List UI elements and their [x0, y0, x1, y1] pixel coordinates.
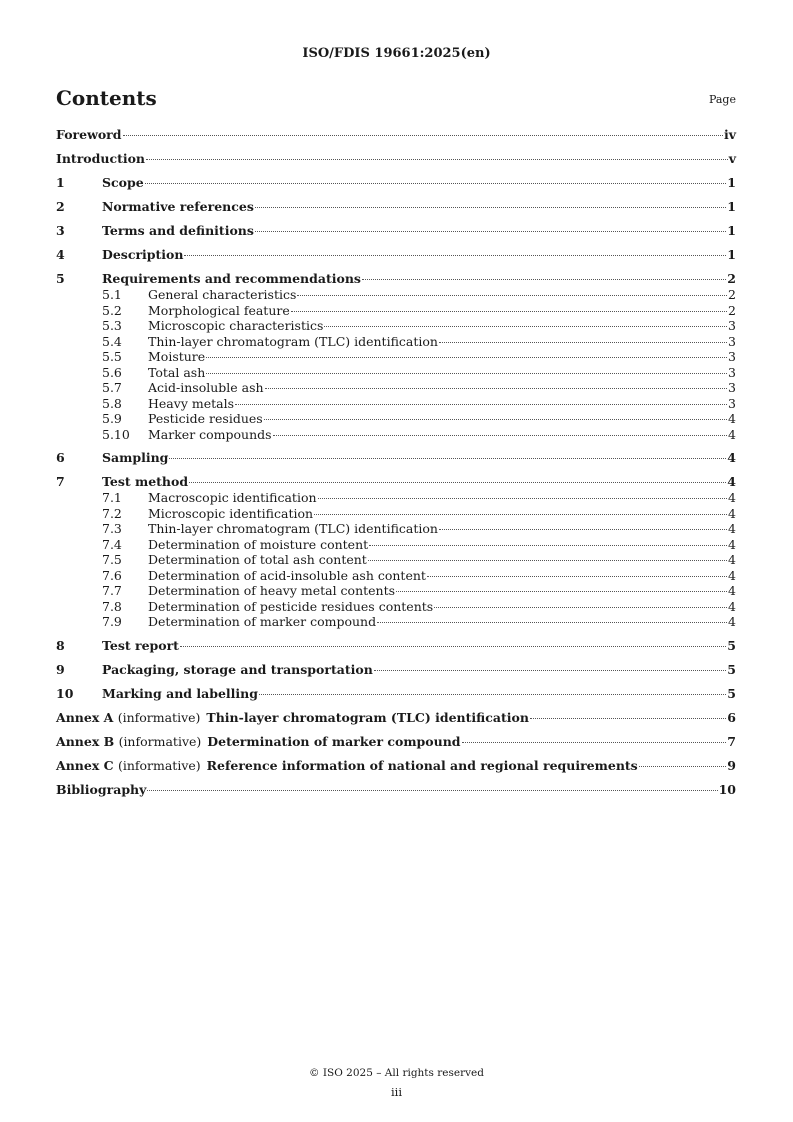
toc-entry-label: Marker compounds	[148, 426, 272, 442]
annex-id: Annex C	[56, 757, 114, 773]
document-code-header: ISO/FDIS 19661:2025(en)	[302, 46, 491, 61]
toc-entry-page: 4	[728, 614, 736, 629]
toc-entry-page: 2	[727, 271, 736, 286]
toc-entry-label: Thin-layer chromatogram (TLC) identification	[148, 333, 438, 349]
toc-entry-number: 7.9	[102, 614, 122, 629]
contents-title: Contents	[56, 86, 157, 110]
toc-entry-number: 8	[56, 637, 65, 653]
toc-subentry[interactable]	[56, 334, 736, 350]
toc-entry-number: 7.2	[102, 505, 122, 521]
dot-leader	[235, 404, 727, 405]
toc-entry-page: 4	[727, 450, 736, 465]
dot-leader	[639, 766, 727, 767]
dot-leader	[368, 560, 727, 561]
toc-entry-label: Determination of marker compound	[148, 614, 377, 629]
toc-entry-label: Pesticide residues	[148, 411, 263, 426]
toc-subentry[interactable]	[56, 303, 736, 319]
annex-title: Determination of marker compound	[207, 733, 461, 749]
dot-leader	[206, 357, 727, 358]
contents-heading-row	[56, 86, 736, 112]
toc-entry-label: Scope	[102, 175, 144, 190]
toc-entry-label: Bibliography	[56, 781, 147, 797]
annex-title: Thin-layer chromatogram (TLC) identification	[206, 709, 529, 725]
toc-subentry[interactable]	[56, 599, 736, 615]
toc-entry-page: 4	[728, 583, 736, 598]
toc-entry-label: Description	[102, 247, 184, 262]
toc-entry-label: Determination of moisture content	[148, 536, 369, 552]
toc-entry-number: 6	[56, 450, 65, 465]
toc-entry-number: 5.1	[102, 287, 122, 302]
toc-entry-page: 5	[727, 685, 736, 701]
toc-entry-label: Determination of pesticide residues contents	[148, 598, 434, 614]
toc-entry-page: 3	[728, 349, 736, 364]
dot-leader	[427, 576, 727, 577]
toc-entry-number: 3	[56, 223, 65, 238]
dot-leader	[146, 159, 728, 160]
dot-leader	[180, 646, 726, 647]
copyright-footer: © ISO 2025 – All rights reserved	[309, 1067, 484, 1079]
toc-entry-number: 5.5	[102, 349, 122, 364]
annex-label	[56, 758, 201, 774]
dot-leader	[377, 622, 727, 623]
toc-entry-number: 7.5	[102, 552, 122, 567]
toc-entry-page: 5	[727, 637, 736, 653]
toc-entry-label: Heavy metals	[148, 395, 234, 411]
toc-subentry[interactable]	[56, 411, 736, 427]
toc-entry-label: Normative references	[102, 199, 254, 214]
toc-entry[interactable]	[56, 247, 736, 263]
toc-entry-number: 5.9	[102, 411, 122, 426]
toc-entry-number: 5.7	[102, 380, 122, 395]
toc-entry-label: Sampling	[102, 450, 169, 465]
toc-entry-number: 5.8	[102, 395, 122, 411]
toc-annex-entry[interactable]	[56, 734, 736, 750]
toc-entry-label: Determination of acid-insoluble ash content	[148, 567, 426, 583]
table-of-contents	[56, 127, 736, 798]
dot-leader	[462, 742, 727, 743]
toc-entry-page: 4	[728, 426, 736, 442]
annex-type: (informative)	[118, 733, 202, 749]
toc-entry-label: Moisture	[148, 349, 206, 364]
toc-annex-entry[interactable]	[56, 758, 736, 774]
toc-entry-label: Introduction	[56, 151, 146, 166]
dot-leader	[123, 135, 723, 136]
toc-entry-label: Determination of heavy metal contents	[148, 583, 396, 598]
toc-entry-page: 4	[728, 598, 736, 614]
toc-entry[interactable]	[56, 223, 736, 239]
toc-subentry[interactable]	[56, 537, 736, 553]
toc-entry-label: Test report	[102, 637, 179, 653]
toc-subentry[interactable]	[56, 396, 736, 412]
toc-entry-page: 4	[728, 411, 736, 426]
toc-subentry[interactable]	[56, 521, 736, 537]
dot-leader	[184, 255, 726, 256]
annex-label	[56, 734, 201, 750]
toc-subentry[interactable]	[56, 614, 736, 630]
toc-entry-page: 4	[728, 521, 736, 536]
toc-subentry[interactable]	[56, 506, 736, 522]
toc-entry-number: 10	[56, 685, 74, 701]
toc-entry-number: 5.10	[102, 426, 130, 442]
toc-entry-number: 7.3	[102, 521, 122, 536]
dot-leader	[297, 295, 727, 296]
toc-entry-page: 6	[727, 709, 736, 725]
toc-subentry[interactable]	[56, 490, 736, 506]
dot-leader	[318, 498, 728, 499]
dot-leader	[439, 529, 727, 530]
toc-entry[interactable]	[56, 199, 736, 215]
toc-entry-label: Acid-insoluble ash	[148, 380, 264, 395]
toc-entry[interactable]	[56, 686, 736, 702]
dot-leader	[374, 670, 727, 671]
toc-entry-number: 7.1	[102, 490, 122, 505]
toc-entry-page: 2	[728, 287, 736, 302]
toc-entry-page: 1	[727, 199, 736, 214]
toc-entry-page: 1	[727, 223, 736, 238]
toc-entry-label: Total ash	[148, 364, 206, 380]
dot-leader	[255, 207, 726, 208]
toc-entry-label: Determination of total ash content	[148, 552, 367, 567]
toc-bibliography-entry[interactable]	[56, 782, 736, 798]
toc-entry-number: 5.2	[102, 302, 122, 318]
toc-entry-page: 4	[728, 490, 736, 505]
toc-entry-page: 4	[727, 474, 736, 489]
toc-entry-number: 9	[56, 661, 65, 677]
annex-type: (informative)	[117, 709, 201, 725]
toc-annex-entry[interactable]	[56, 710, 736, 726]
toc-entry-label: Marking and labelling	[102, 685, 259, 701]
toc-entry-page: 3	[728, 395, 736, 411]
dot-leader	[362, 279, 726, 280]
toc-entry-page: 3	[728, 380, 736, 395]
toc-entry-page: 4	[728, 505, 736, 521]
toc-entry-number: 7.8	[102, 598, 122, 614]
dot-leader	[314, 514, 727, 515]
toc-entry-page: 4	[728, 567, 736, 583]
toc-entry-label: Microscopic characteristics	[148, 318, 324, 333]
toc-entry-page: 3	[728, 333, 736, 349]
toc-entry-label: Thin-layer chromatogram (TLC) identification	[148, 521, 438, 536]
toc-entry-page: 5	[727, 661, 736, 677]
dot-leader	[206, 373, 727, 374]
toc-entry-page: 4	[728, 552, 736, 567]
page-number: iii	[390, 1085, 403, 1099]
dot-leader	[530, 718, 726, 719]
dot-leader	[145, 183, 727, 184]
annex-title: Reference information of national and regional requirements	[206, 757, 638, 773]
dot-leader	[396, 591, 727, 592]
toc-entry-label: Packaging, storage and transportation	[102, 661, 373, 677]
dot-leader	[147, 790, 717, 791]
toc-entry-page: 3	[728, 364, 736, 380]
toc-entry-number: 7.4	[102, 536, 122, 552]
dot-leader	[324, 326, 727, 327]
dot-leader	[273, 435, 727, 436]
toc-entry-number: 7.6	[102, 567, 122, 583]
toc-entry-number: 5	[56, 271, 65, 286]
page-column-label: Page	[708, 93, 736, 106]
toc-entry[interactable]	[56, 638, 736, 654]
toc-entry-page: 4	[728, 536, 736, 552]
dot-leader	[369, 545, 727, 546]
toc-entry[interactable]	[56, 450, 736, 466]
toc-entry[interactable]	[56, 474, 736, 490]
toc-entry[interactable]	[56, 127, 736, 143]
annex-id: Annex B	[56, 733, 115, 749]
toc-entry-label: General characteristics	[148, 287, 297, 302]
annex-label	[56, 710, 200, 726]
toc-entry-label: Test method	[102, 474, 189, 489]
toc-entry-label: Microscopic identification	[148, 505, 314, 521]
dot-leader	[255, 231, 726, 232]
toc-entry[interactable]	[56, 151, 736, 167]
toc-subentry[interactable]	[56, 318, 736, 334]
toc-entry-number: 5.3	[102, 318, 122, 333]
toc-subentry[interactable]	[56, 583, 736, 599]
dot-leader	[189, 482, 726, 483]
toc-entry-label: Requirements and recommendations	[102, 271, 361, 286]
toc-entry-label: Foreword	[56, 127, 122, 142]
toc-entry-number: 4	[56, 247, 65, 262]
toc-entry-number: 7	[56, 474, 65, 489]
toc-subentry[interactable]	[56, 380, 736, 396]
toc-entry-page: 3	[728, 318, 736, 333]
toc-entry-page: 1	[727, 247, 736, 262]
dot-leader	[259, 694, 726, 695]
toc-entry-page: 10	[718, 781, 736, 797]
toc-entry-page: v	[728, 151, 736, 166]
dot-leader	[169, 458, 726, 459]
dot-leader	[439, 342, 727, 343]
annex-type: (informative)	[117, 757, 201, 773]
toc-subentry[interactable]	[56, 287, 736, 303]
toc-entry-number: 5.6	[102, 364, 122, 380]
toc-subentry[interactable]	[56, 552, 736, 568]
dot-leader	[265, 388, 727, 389]
toc-subentry[interactable]	[56, 349, 736, 365]
toc-entry-page: 2	[728, 302, 736, 318]
toc-subentry[interactable]	[56, 365, 736, 381]
toc-entry-label: Macroscopic identification	[148, 490, 317, 505]
toc-entry-page: 7	[727, 733, 736, 749]
toc-entry-page: iv	[723, 127, 736, 142]
toc-entry-number: 2	[56, 199, 65, 214]
toc-entry[interactable]	[56, 271, 736, 287]
dot-leader	[291, 311, 727, 312]
toc-entry-number: 5.4	[102, 333, 122, 349]
toc-entry[interactable]	[56, 662, 736, 678]
dot-leader	[264, 419, 727, 420]
toc-entry-page: 1	[727, 175, 736, 190]
dot-leader	[434, 607, 727, 608]
toc-entry-page: 9	[727, 757, 736, 773]
toc-entry-label: Morphological feature	[148, 302, 290, 318]
toc-entry-number: 1	[56, 175, 65, 190]
toc-subentry[interactable]	[56, 427, 736, 443]
annex-id: Annex A	[56, 709, 114, 725]
toc-entry-label: Terms and definitions	[102, 223, 254, 238]
toc-entry-number: 7.7	[102, 583, 122, 598]
toc-subentry[interactable]	[56, 568, 736, 584]
toc-entry[interactable]	[56, 175, 736, 191]
